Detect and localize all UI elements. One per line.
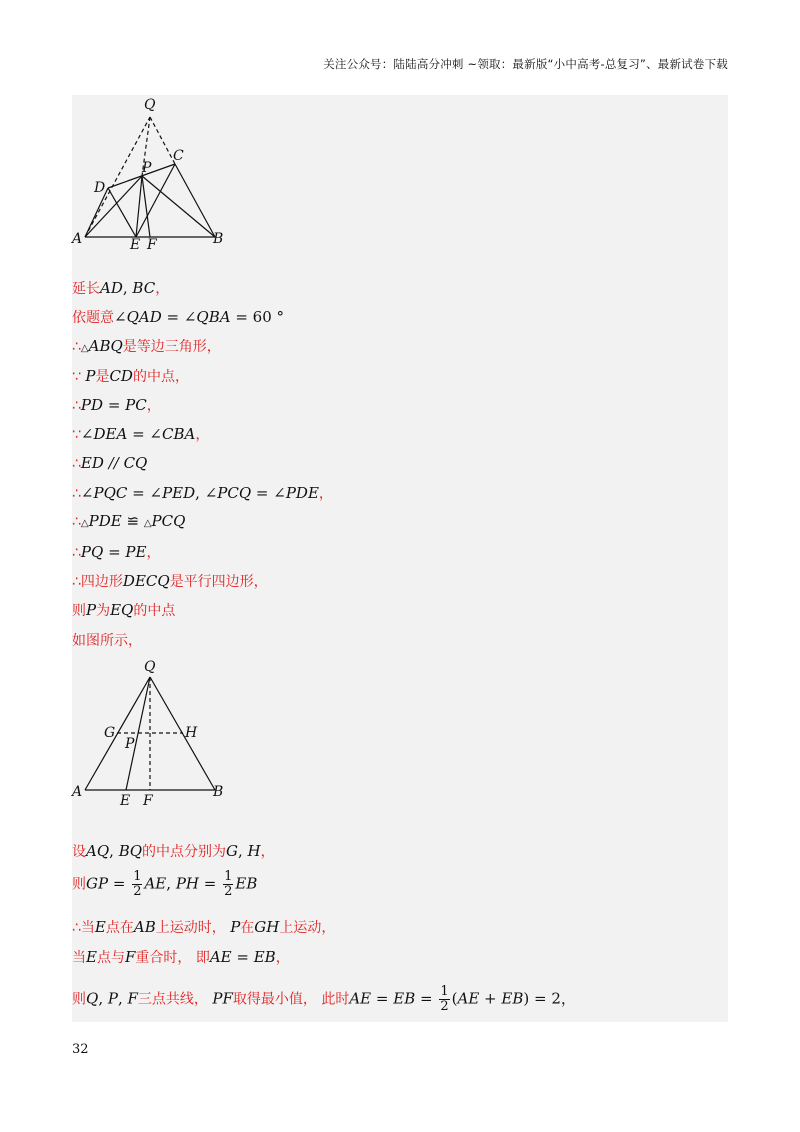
line-1: 延长AD, BC， [72,279,170,297]
label-f: F [147,237,157,252]
label-c: C [173,148,184,164]
label-p: P [142,160,152,176]
fraction-half-2: $\frac{1}{2}$ [224,869,233,899]
label-q2: Q [144,659,156,675]
label-f2: F [143,793,153,809]
label-d: D [94,180,106,196]
line-7: ∴ED // CQ [72,454,148,472]
line-13: 如图所示， [72,633,142,649]
geometry-figure-1 [70,92,240,252]
label-p2: P [125,736,135,752]
page-number: 32 [72,1042,89,1057]
fraction-half-3: $\frac{1}{2}$ [440,984,449,1014]
line-2: 依题意∠QAD = ∠QBA = 60 ° [72,308,285,326]
line-11: ∴四边形DECQ是平行四边形， [72,572,268,590]
page-header: 关注公众号：陆陆高分冲刺 ~领取：最新版“小中高考-总复习”、最新试卷下载 [323,57,728,71]
label-e2: E [120,793,131,809]
label-b2: B [213,784,224,800]
label-e: E [130,237,141,252]
line-15: 则GP = $\frac{1}{2}$ AE, PH = $\frac{1}{2}$ EB [72,869,258,899]
line-10: ∴PQ = PE， [72,543,161,561]
label-b: B [213,231,224,247]
label-a: A [72,231,83,247]
line-3: ∴△ABQ是等边三角形， [72,337,221,355]
line-14: 设AQ, BQ的中点分别为G, H， [72,842,275,860]
label-g: G [104,725,116,741]
fraction-half-1: $\frac{1}{2}$ [133,869,142,899]
geometry-figure-2 [70,655,240,810]
line-5: ∴PD = PC， [72,396,161,414]
line-4: ∵ P是CD的中点， [72,367,189,385]
line-16: ∴当E点在AB上运动时， P在GH上运动， [72,918,336,936]
label-h: H [185,725,198,741]
label-q: Q [144,97,156,113]
line-17: 当E点与F重合时， 即AE = EB， [72,948,290,966]
line-9: ∴△PDE ≌ △PCQ [72,512,186,530]
line-18: 则Q, P, F三点共线， PF取得最小值， 此时AE = EB = $\frac{1}{2}$ (AE + EB) = 2， [72,984,576,1014]
label-a2: A [72,784,83,800]
line-6: ∵∠DEA = ∠CBA， [72,425,210,443]
line-8: ∴∠PQC = ∠PED, ∠PCQ = ∠PDE， [72,484,333,502]
line-12: 则P为EQ的中点 [72,601,176,619]
